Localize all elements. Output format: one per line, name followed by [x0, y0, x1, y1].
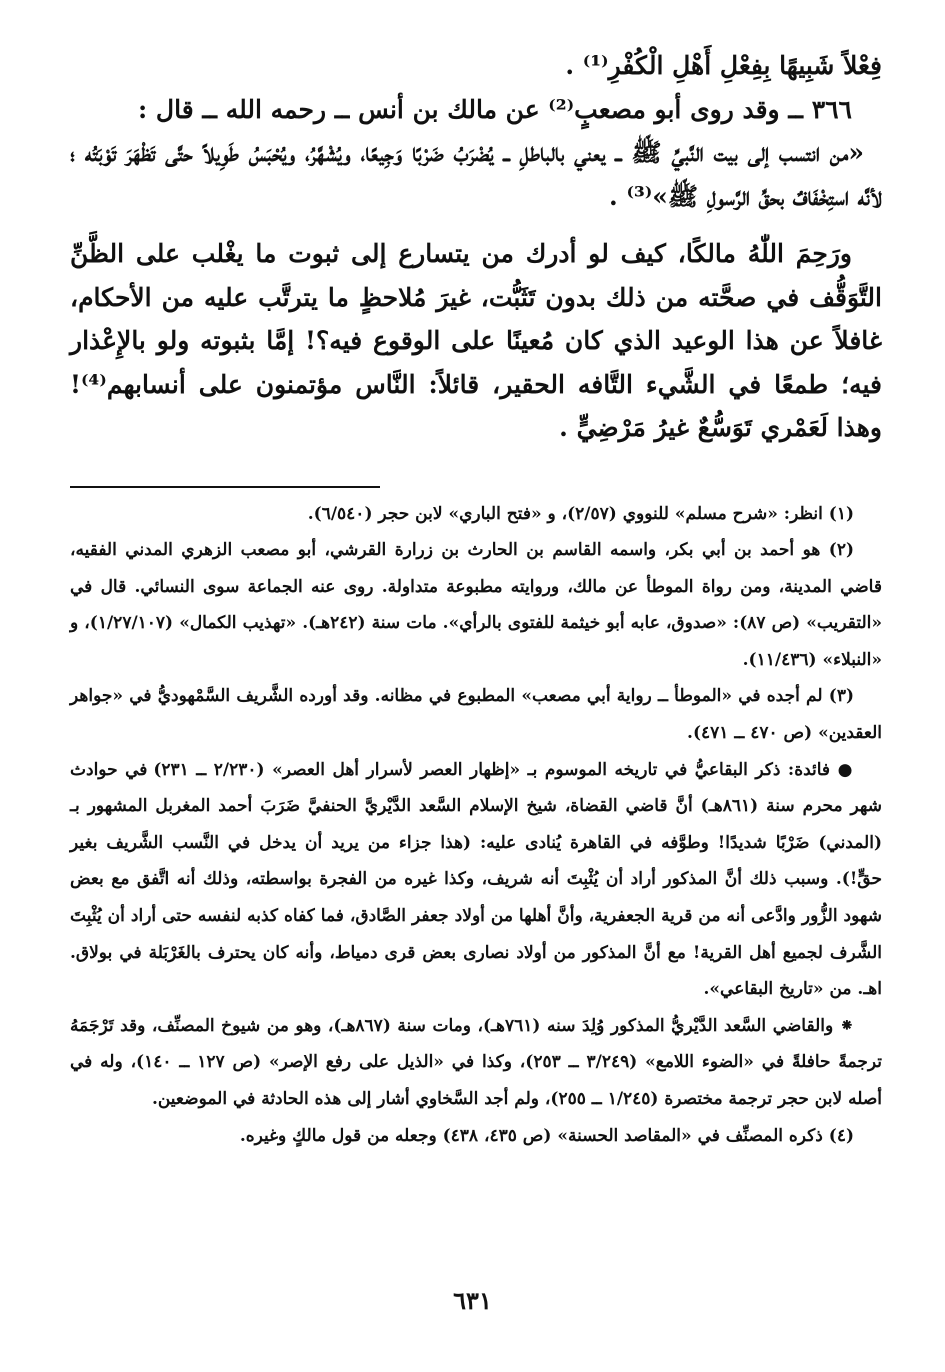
footnote-2: (٢) هو أحمد بن أبي بكر، واسمه القاسم بن الحارث بن زرارة القرشي، أبو مصعب الزهري المدني الفقيه، قاضي المدينة، ومن رواة الموطأ عن مالك، وروايته مطبوعة متداولة. روى عنه الجماعة سوى النسائي. قال في «التقريب» (ص ٨٧): «صدوق، عابه أبو خيثمة للفتوى بالرأي». مات سنة (٢٤٢هـ). «تهذيب الكمال» (١/٢٧/١٠٧)، و «النبلاء» (١١/٤٣٦). [70, 540, 882, 670]
footnote-1: (١) انظر: «شرح مسلم» للنووي (٢/٥٧)، و «فتح الباري» لابن حجر (٦/٥٤٠). [307, 503, 854, 524]
footnote-4: (٤) ذكره المصنِّف في «المقاصد الحسنة» (ص ٤٣٥، ٤٣٨) وجعله من قول مالكٍ وغيره. [239, 1125, 854, 1146]
footnotes [70, 496, 882, 1155]
main-paragraph-continuation: فِعْلاً شَبِيهًا بِفِعْلِ أَهْلِ الْكُفْرِ⁽¹⁾ . [565, 51, 882, 80]
page-content [70, 44, 882, 1154]
footnote-benefit: ● فائدة: ذكر البقاعيُّ في تاريخه الموسوم بـ «إظهار العصر لأسرار أهل العصر» (٢/٢٣٠ ــ ٢٣١) في حوادث شهر محرم سنة (٨٦١هـ) أنَّ قاضي القضاة، شيخ الإسلام السَّعد الدَّيْريَّ الحنفيَّ ضَرَبَ أحمد المغربل المشهور بـ (المدني) ضَرْبًا شديدًا! وطوَّفه في القاهرة يُنادى عليه: (هذا جزاء من يريد أن يدخل في النَّسب الشَّريف بغير حقٍّ!). وسبب ذلك أنَّ المذكور أراد أن يُثْبِتَ أنه شريف، وكذا غيره من الفجرة بواسطته، وذلك أنه اتَّفق مع بعض شهود الزُّور وادَّعى أنه من قرية الجعفرية، وأنَّ أهلها من أولاد جعفر الصَّادق، فما كفاه كذبه لنفسه حتى أراد أن يُثْبِتَ الشَّرف لجميع أهل القرية! مع أنَّ المذكور من أولاد نصارى بعض قرى دمياط، وأنه كان يحترف بالغَرْبَلة في بولاق. اهـ. من «تاريخ البقاعي». [70, 759, 883, 1000]
main-text [70, 44, 882, 450]
main-paragraph-366: ٣٦٦ ــ وقد روى أبو مصعبٍ⁽²⁾ عن مالك بن أنس ــ رحمه الله ــ قال : [137, 94, 852, 124]
footnote-separator [70, 486, 380, 488]
footnote-3: (٣) لم أجده في «الموطأ ــ رواية أبي مصعب» المطبوع في مظانه. وقد أورده الشَّريف السَّمْهوديُّ في «جواهر العقدين» (ص ٤٧٠ ــ ٤٧١). [70, 686, 882, 744]
main-quote: «من انتسب إلى بيت النَّبيِّ ﷺ ــ يعني بالباطلِ ــ يُضْرَبُ ضَرْبًا وَجِيعًا، ويُشْهَّرُ، ويُحْبَسُ طَوِيلاً حتَّى تَظْهَرَ تَوْبَتُه ؛ لأنَّه استِخْفَافٌ بحقِّ الرَّسولِ ﷺ»⁽³⁾ . [70, 138, 882, 211]
page-number: ٦٣١ [453, 1286, 492, 1315]
paragraph-gap [70, 218, 882, 232]
footnote-star-note: ⁕ والقاضي السَّعد الدَّيْريُّ المذكور وُلِدَ سنه (٧٦١هـ)، ومات سنة (٨٦٧هـ)، وهو من شيوخ المصنِّف، وقد تَرْجَمَهُ ترجمةً حافلةً في «الضوء اللامع» (٣/٢٤٩ ــ ٢٥٣)، وكذا في «الذيل على رفع الإصر» (ص ١٢٧ ــ ١٤٠)، وله في أصله لابن حجر ترجمة مختصرة (١/٢٤٥ ــ ٢٥٥)، ولم أجد السَّخاوي أشار إلى هذه الحادثة في الموضعين. [70, 1015, 882, 1109]
main-paragraph-commentary: ورَحِمَ اللّٰهُ مالكًا، كيف لو أدرك من يتسارع إلى ثبوت ما يغْلب على الظَّنِّ التَّوَقُّف في صحَّته من ذلك بدون تَثَبُّت، غيرَ مُلاحظٍ ما يترتَّب عليه من الأحكام، غافلاً عن هذا الوعيد الذي كان مُعينًا على الوقوع فيه؟! إمَّا بثبوته ولو بالإِعْذار فيه؛ طمعًا في الشَّيء التَّافه الحقير، قائلاً: النَّاس مؤتمنون على أنسابهم⁽⁴⁾! وهذا لَعَمْري تَوَسُّعٌ غيرُ مَرْضِيٍّ . [70, 239, 882, 442]
